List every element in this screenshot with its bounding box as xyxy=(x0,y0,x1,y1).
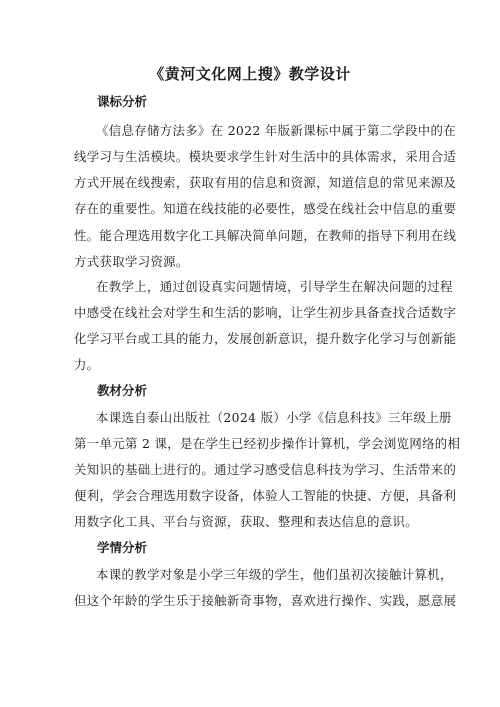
paragraph-line: 用数字化工具、平台与资源，获取、整理和表达信息的意识。 xyxy=(74,514,418,529)
paragraph-line: 性。能合理选用数字化工具解决简单问题，在教师的指导下利用在线 xyxy=(74,228,457,243)
paragraph-line: 方式获取学习资源。 xyxy=(74,254,189,269)
paragraph-line: 存在的重要性。知道在线技能的必要性，感受在线社会中信息的重要 xyxy=(74,201,457,216)
paragraph-line: 本课的教学对象是小学三年级的学生，他们虽初次接触计算机， xyxy=(96,567,453,582)
paragraph-line: 线学习与生活模块。模块要求学生针对生活中的具体需求，采用合适 xyxy=(74,149,457,164)
paragraph-line: 关知识的基础上进行的。通过学习感受信息科技为学习、生活带来的 xyxy=(74,462,457,477)
paragraph-line: 《信息存储方法多》在 2022 年版新课标中属于第二学段中的在 xyxy=(96,123,457,138)
paragraph-line: 在教学上，通过创设真实问题情境，引导学生在解决问题的过程 xyxy=(96,279,453,294)
paragraph-line: 便利，学会合理选用数字设备，体验人工智能的快捷、方便，具备利 xyxy=(74,488,457,503)
paragraph-line: 方式开展在线搜索，获取有用的信息和资源，知道信息的常见来源及 xyxy=(74,175,457,190)
paragraph-line: 但这个年龄的学生乐于接触新奇事物，喜欢进行操作、实践，愿意展 xyxy=(74,593,457,608)
paragraph-line: 力。 xyxy=(74,357,100,372)
paragraph-line: 第一单元第 2 课，是在学生已经初步操作计算机，学会浏览网络的相 xyxy=(74,436,461,451)
paragraph-line: 中感受在线社会对学生和生活的影响，让学生初步具备查找合适数字 xyxy=(74,305,457,320)
section-heading-learners: 学情分析 xyxy=(97,540,148,555)
paragraph-line: 本课选自泰山出版社（2024 版）小学《信息科技》三年级上册 xyxy=(96,410,452,425)
paragraph-line: 化学习平台或工具的能力，发展创新意识，提升数字化学习与创新能 xyxy=(74,331,457,346)
section-heading-curriculum: 课标分析 xyxy=(97,94,148,109)
document-title: 《黄河文化网上搜》教学设计 xyxy=(149,65,351,83)
section-heading-textbook: 教材分析 xyxy=(97,383,148,398)
